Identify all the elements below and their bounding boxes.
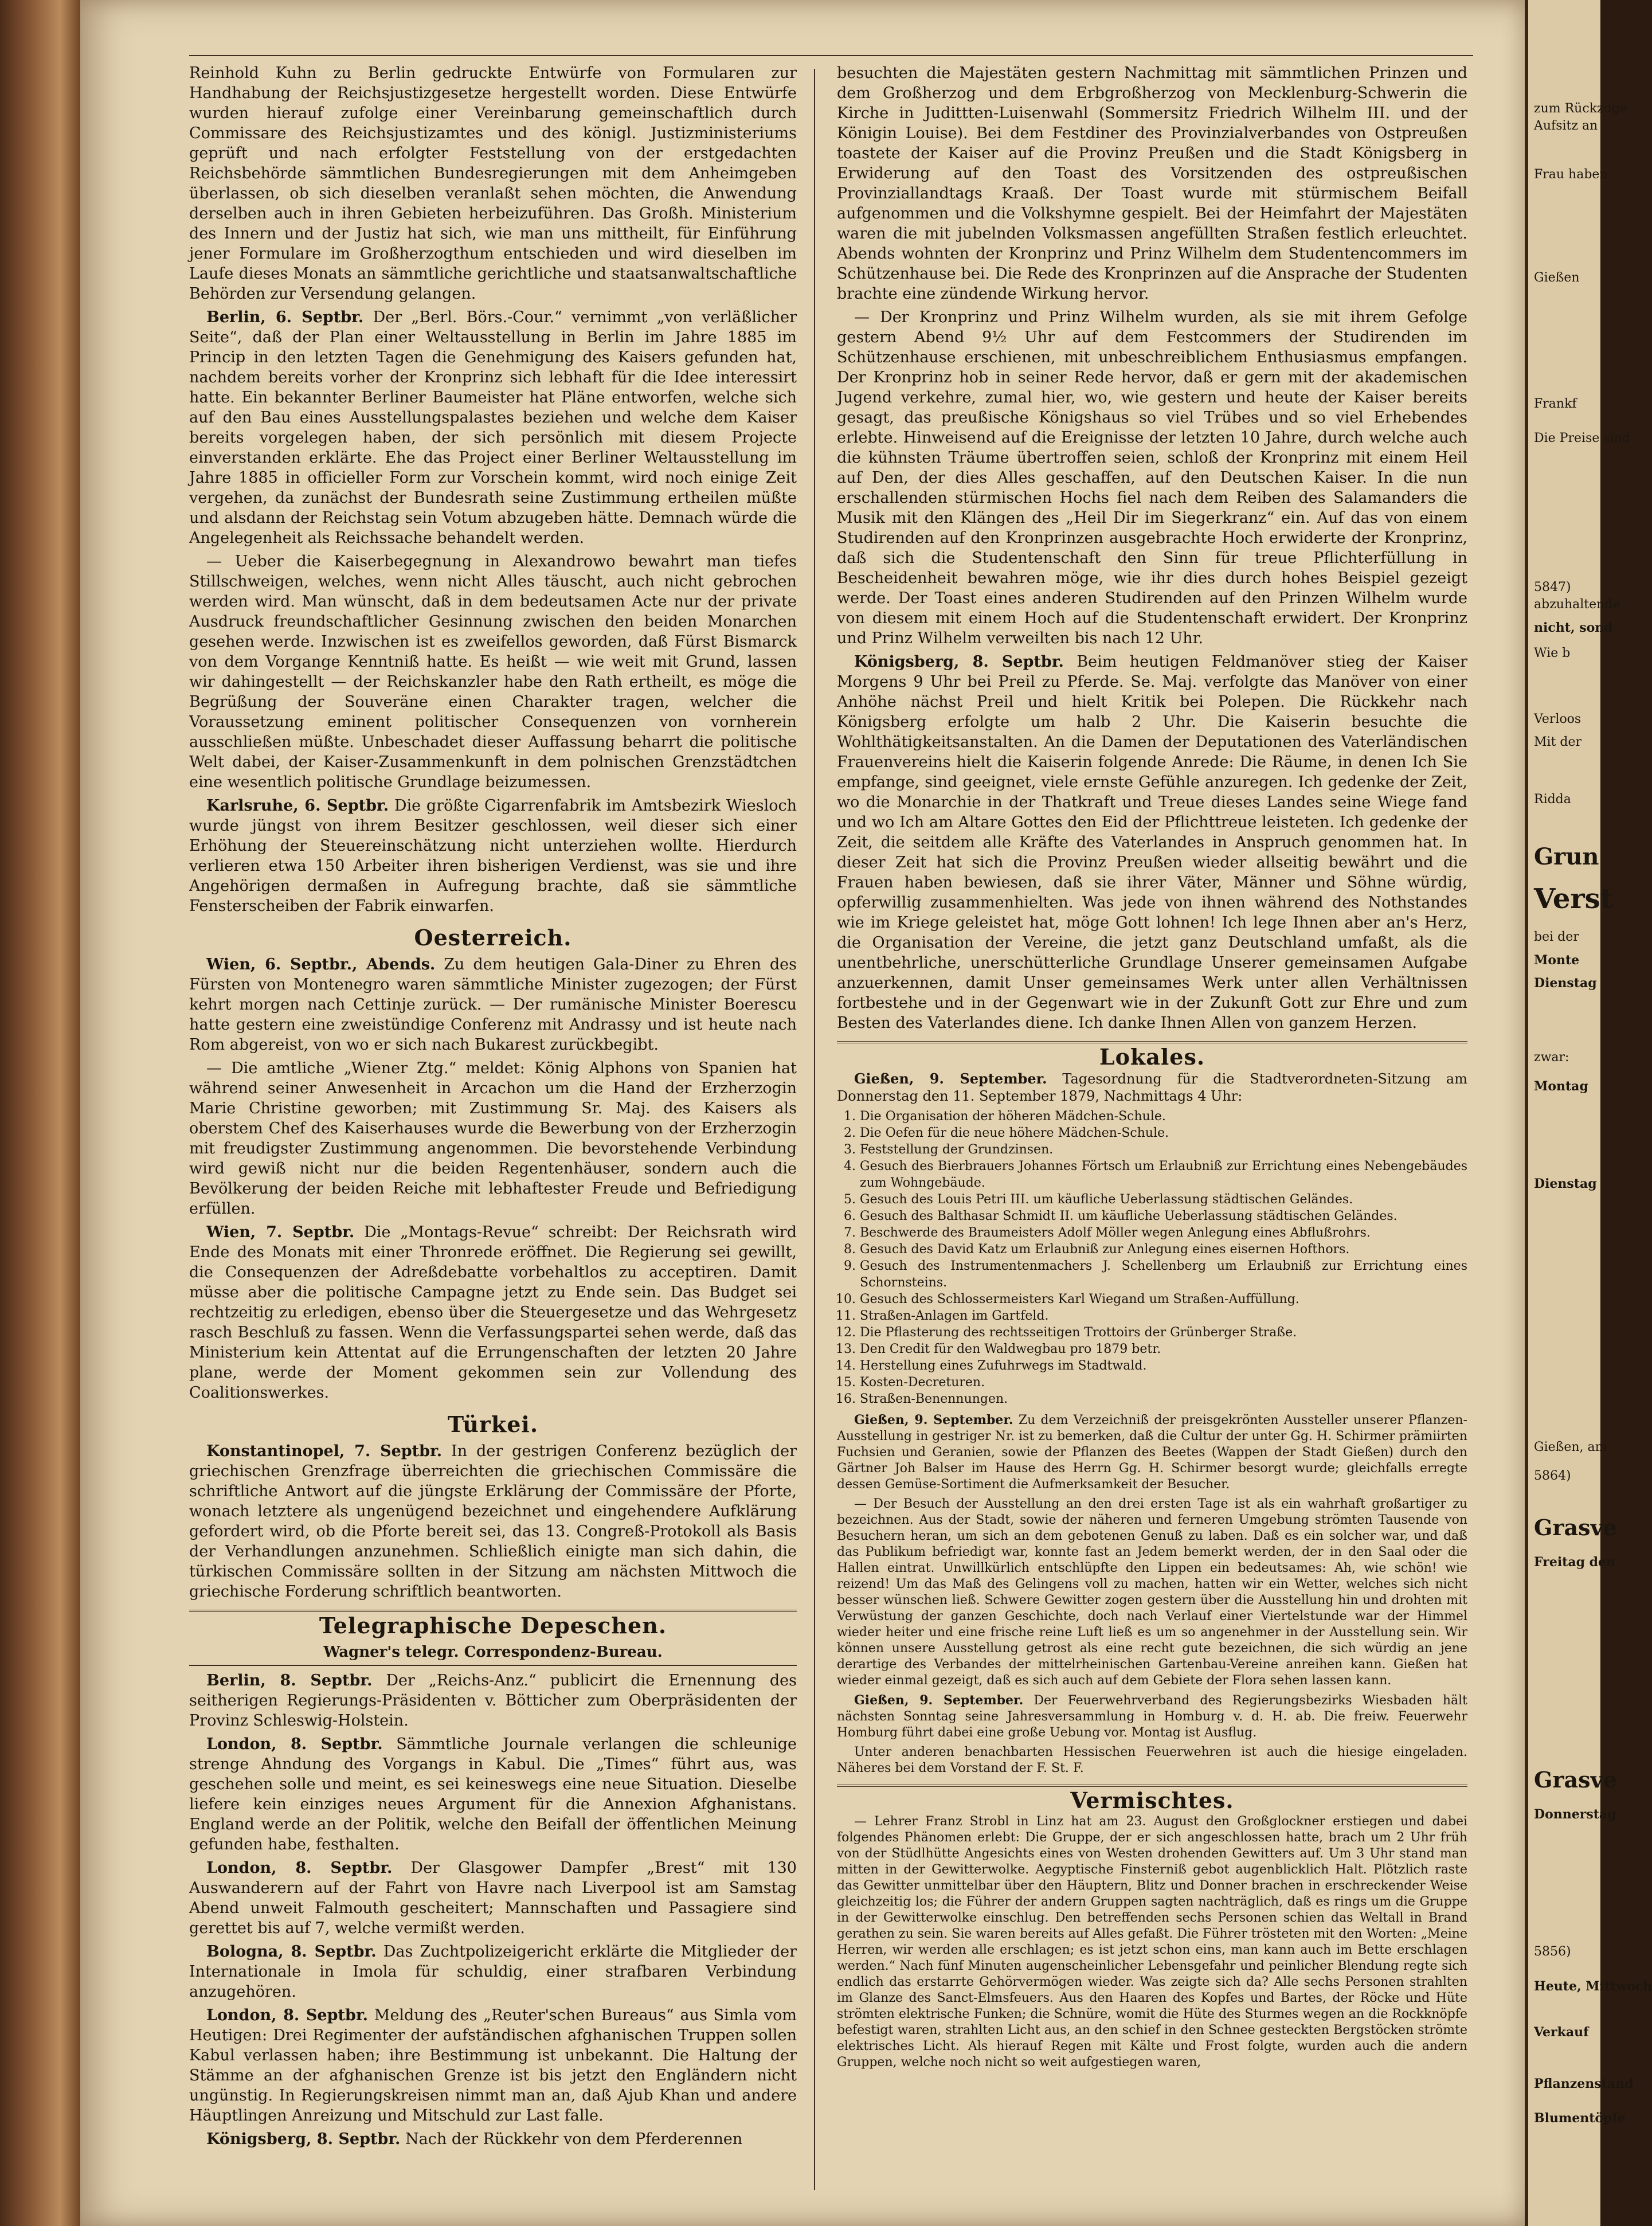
dateline-koenigsberg-2: Königsberg, 8. Septbr. — [854, 653, 1064, 671]
dateline-giessen-1: Gießen, 9. September. — [854, 1070, 1047, 1087]
adjacent-page-edge — [1525, 0, 1652, 2226]
agenda-item: 5. Gesuch des Louis Petri III. um käufliche Ueberlassung städtischen Geländes. — [860, 1191, 1467, 1208]
fragment: nicht, sond — [1534, 620, 1613, 635]
double-rule — [837, 1041, 1467, 1043]
fragment: Die Preise sind — [1534, 431, 1630, 445]
article-london-2: London, 8. Septbr. Der Glasgower Dampfer „Brest“ mit 130 Auswanderern auf der Fahrt von Havre nach Liverpool ist am Samstag Abend unweit Falmouth gescheitert; Mannschaften und Passagiere sind gerettet bis auf 7, welche vermißt werden. — [189, 1859, 797, 1937]
agenda-item: 13. Den Credit für den Waldwegbau pro 1879 betr. — [860, 1341, 1467, 1357]
fragment: Aufsitz an — [1534, 119, 1598, 133]
top-rule — [189, 55, 1473, 56]
agenda-item: 7. Beschwerde des Braumeisters Adolf Möller wegen Anlegung eines Abflußrohrs. — [860, 1225, 1467, 1241]
article-wiener-ztg: — Die amtliche „Wiener Ztg.“ meldet: König Alphons von Spanien hat während seiner Anwesenheit in Arcachon um die Hand der Erzherzogin Marie Christine geworben; mit Zustimmung Sr. Maj. des Kaisers als oberstem Chef des Kaiserhauses wurde die Bewerbung von der Erzherzogin mit freudigster Zustimmung angenommen. Die bevorstehende Verbindung wird gewiß nicht nur die beiden Regentenhäuser, sondern auch die Bevölkerung der beiden Reiche mit lebhaftester Freude und Befriedigung erfüllen. — [189, 1059, 797, 1218]
fragment: Blumentöpfe — [1534, 2111, 1626, 2126]
dateline-karlsruhe: Karlsruhe, 6. Septbr. — [206, 797, 389, 815]
article-ausstellung: — Der Besuch der Ausstellung an den drei ersten Tage ist als ein wahrhaft großartiger zu bezeichnen. Aus der Stadt, sowie der näheren und ferneren Umgebung strömten Tausende von Besuchern heran, um sich an dem gebotenen Genuß zu laben. Daß es ein solcher war, und daß das Publikum befriedigt war, konnte fast an Jedem bemerkt werden, der in den Saal oder die Hallen eintrat. Unwillkürlich entschlüpfte den Lippen ein bedeutsames: Ah, wie schön! wie reizend! Um das Maß des Gelingens voll zu machen, hatten wir ein Wetter, welches sich nicht besser wünschen ließ. Schwere Gewitter zogen gestern über die Ausstellung hin und drohten mit Verwüstung der ganzen Geschichte, doch nach Verlauf einer Viertelstunde war der Himmel wieder heiter und eine frische reine Luft ließ es um so angenehmer in der Ausstellung sein. Wir können unsere Ausstellung getrost als eine recht gute bezeichnen, die sich würdig an jene derartige des Verbandes der mittelrheinischen Gartenbau-Vereine anreihen kann. Gießen hat wieder einmal gezeigt, daß es sich auch auf dem Gebiete der Flora sehen lassen kann. — [837, 1497, 1467, 1688]
dateline-london-1: London, 8. Septbr. — [206, 1735, 383, 1753]
article-karlsruhe: Karlsruhe, 6. Septbr. Die größte Cigarrenfabrik im Amtsbezirk Wiesloch wurde jüngst von ihrem Besitzer geschlossen, weil dieser sich einer Erhöhung der Steuereinschätzung nicht unterziehen wollte. Hierdurch verlieren etwa 150 Arbeiter ihren bisherigen Verdienst, was sie und ihre Angehörigen dermaßen in Aufregung brachte, daß sie sämmtliche Fensterscheiben der Fabrik einwarfen. — [189, 797, 797, 915]
article-tele-berlin: Berlin, 8. Septbr. Der „Reichs-Anz.“ publicirt die Ernennung des seitherigen Regierungs-Präsidenten v. Bötticher zum Oberpräsidenten der Provinz Schleswig-Holstein. — [189, 1672, 797, 1730]
article-koenigsberg-1: Königsberg, 8. Septbr. Nach der Rückkehr von dem Pferderennen — [206, 2130, 743, 2148]
agenda-item: 6. Gesuch des Balthasar Schmidt II. um käufliche Ueberlassung städtischen Geländes. — [860, 1208, 1467, 1225]
dateline-wien-2: Wien, 7. Septbr. — [206, 1223, 355, 1241]
agenda-item: 14. Herstellung eines Zufuhrwegs im Stadtwald. — [860, 1357, 1467, 1374]
article-bologna: Bologna, 8. Septbr. Das Zuchtpolizeigericht erklärte die Mitglieder der Internationale in Imola für schuldig, einer strafbaren Verbindung anzugehören. — [189, 1943, 797, 2001]
fragment: Pflanzenstand — [1534, 2076, 1634, 2091]
dateline-london-2: London, 8. Septbr. — [206, 1859, 393, 1877]
book-spine — [0, 0, 80, 2226]
fragment: Grasve — [1534, 1515, 1617, 1540]
double-rule — [837, 1785, 1467, 1787]
fragment: Montag — [1534, 1079, 1588, 1094]
fragment: Mit der — [1534, 735, 1582, 749]
agenda-item: 1. Die Organisation der höheren Mädchen-Schule. — [860, 1108, 1467, 1125]
agenda-item: 11. Straßen-Anlagen im Gartfeld. — [860, 1308, 1467, 1324]
double-rule — [189, 1610, 797, 1612]
fragment: Dienstag — [1534, 1176, 1597, 1191]
fragment: Grasve — [1534, 1767, 1617, 1793]
article-london-1: London, 8. Septbr. Sämmtliche Journale verlangen die schleunige strenge Ahndung des Vorgangs in Kabul. Die „Times“ führt aus, was geschehen solle und meint, es sei keineswegs eine neue Situation. Dieselbe liefere kein einziges neues Argument für die Annexion Afghanistans. England werde an der Politik, welche den Beifall der öffentlichen Meinung gefunden habe, festhalten. — [189, 1735, 797, 1853]
article-koenigsberg-cont: besuchten die Majestäten gestern Nachmittag mit sämmtlichen Prinzen und dem Großherzog und dem Erbgroßherzog von Mecklenburg-Schwerin die Kirche in Judittten-Luisenwahl (Sommersitz Friedrich Wilhelm III. und der Königin Louise). Bei dem Festdiner des Provinzialverbandes von Ostpreußen toastete der Kaiser auf die Provinz Preußen und die Stadt Königsberg in Erwiderung auf den Toast des Vorsitzenden des ostpreußischen Provinziallandtags Kraaß. Der Toast wurde mit stürmischem Beifall aufgenommen und die Volkshymne gespielt. Bei der Heimfahrt der Majestäten waren die mit jubelnden Volksmassen angefüllten Straßen festlich erleuchtet. Abends wohnten der Kronprinz und Prinz Wilhelm dem Studentencommers im Schützenhause bei. Die Rede des Kronprinzen auf die Ansprache der Studenten brachte eine zündende Wirkung hervor. — [837, 64, 1467, 303]
dateline-tele-berlin: Berlin, 8. Septbr. — [206, 1672, 373, 1689]
agenda-list — [860, 1108, 1467, 1407]
section-title-lokales: Lokales. — [1099, 1044, 1205, 1070]
fragment: Frankf — [1534, 397, 1577, 411]
fragment: 5847) — [1534, 580, 1571, 594]
fragment: abzuhaltende — [1534, 597, 1620, 612]
dateline-konstantinopel: Konstantinopel, 7. Septbr. — [206, 1442, 443, 1460]
fragment: Verst — [1534, 883, 1613, 915]
agenda-item: 4. Gesuch des Bierbrauers Johannes Förtsch um Erlaubniß zur Errichtung eines Nebengebäudes zum Wohngebäude. — [860, 1158, 1467, 1191]
fragment: Wie b — [1534, 646, 1571, 660]
article-giessen-2: Gießen, 9. September. Zu dem Verzeichniß der preisgekrönten Aussteller unserer Pflanzen-Ausstellung in gestriger Nr. ist zu bemerken, daß die Cultur der unter Gg. H. Schirmer prämiirten Fuchsien und Geranien, sowie der Pflanzen des Beetes (Wappen der Stadt Gießen) durch den Gärtner Joh Balser im Hause des Herrn Gg. H. Schirmer besorgt wurde; gleichfalls erregte dessen Gemüse-Sortiment die Aufmerksamkeit der Besucher. — [837, 1413, 1467, 1492]
article-formulare: Reinhold Kuhn zu Berlin gedruckte Entwürfe von Formularen zur Handhabung der Reichsjustizgesetze hergestellt worden. Diese Entwürfe wurden hierauf zufolge einer Vereinbarung gemeinschaftlich durch Commissare des Reichsjustizamtes und des königl. Justizministeriums geprüft und nach erfolgter Feststellung von der erstgedachten Reichsbehörde sämmtlichen Bundesregierungen mit dem Anheimgeben überlassen, ob sich dieselben veranlaßt sehen möchten, die Anwendung derselben auch in ihren Gebieten herbeizuführen. Das Großh. Ministerium des Innern und der Justiz hat sich, wie man uns mittheilt, für Einführung jener Formulare im Großherzogthum entschieden und wird dieselben im Laufe dieses Monats an sämmtliche gerichtliche und staatsanwaltschaftliche Behörden zur Versendung gelangen. — [189, 64, 797, 303]
fragment: Heute, Mittwoch — [1534, 1979, 1652, 1994]
section-title-tuerkei: Türkei. — [447, 1411, 539, 1437]
fragment: Ridda — [1534, 792, 1571, 807]
right-column — [837, 63, 1467, 2074]
agenda-item: 2. Die Oefen für die neue höhere Mädchen-Schule. — [860, 1125, 1467, 1141]
agenda-intro: Gießen, 9. September. Tagesordnung für die Stadtverordneten-Sitzung am Donnerstag den 11. September 1879, Nachmittags 4 Uhr: — [837, 1070, 1467, 1104]
article-koenigsberg-2: Königsberg, 8. Septbr. Beim heutigen Feldmanöver stieg der Kaiser Morgens 9 Uhr bei Preil zu Pferde. Se. Maj. verfolgte das Manöver von einer Anhöhe nächst Preil und hielt Kritik bei Polepen. Die Rückkehr nach Königsberg erfolgte um halb 2 Uhr. Die Kaiserin besuchte die Wohlthätigkeitsanstalten. An die Damen der Deputationen des Vaterländischen Frauenvereins hielt die Kaiserin folgende Anrede: Die Räume, in denen Ich Sie empfange, sind geeignet, viele ernste Gefühle anzuregen. Ich gedenke der Zeit, wo die Monarchie in der Thatkraft und Treue dieses Landes seine Wiege fand und wo Ich am Altare Gottes den Eid der Pflichttreue leisteten. Ich gedenke der Zeit, die seitdem alle Kräfte des Vaterlandes in Anspruch genommen hat. In dieser Zeit hat sich die Provinz Preußen wieder allseitig bewährt und die Frauen haben bewiesen, daß sie ihrer Väter, Männer und Söhne würdig, opferwillig zusammenhielten. Was jede von ihnen während des Nothstandes wie im Kriege geleistet hat, möge Gott lohnen! Ich lege Ihnen aber an's Herz, die Organisation der Vereine, die jetzt ganz Deutschland umfaßt, als die unentbehrliche, unerschütterliche Grundlage Unserer gemeinsamen Aufgabe anzuerkennen, damit Unser gemeinsames Werk unter allen Verhältnissen fortbestehe und in der Gegenwart wie in der Zukunft Gott zur Ehre und zum Besten des Vaterlandes diene. Ich danke Ihnen Allen von ganzem Herzen. — [837, 653, 1468, 1032]
column-divider — [814, 69, 815, 2190]
fragment: 5864) — [1534, 1469, 1571, 1483]
dateline-koenigsberg-1: Königsberg, 8. Septbr. — [206, 2130, 401, 2148]
dateline-giessen-3: Gießen, 9. September. — [854, 1693, 1024, 1708]
section-title-vermischtes: Vermischtes. — [1070, 1787, 1234, 1813]
fragment: Freitag den — [1534, 1555, 1616, 1570]
fragment: Donnerstag — [1534, 1807, 1616, 1822]
fragment: Monte — [1534, 953, 1580, 968]
dateline-giessen-2: Gießen, 9. September. — [854, 1413, 1013, 1427]
agenda-item: 15. Kosten-Decreturen. — [860, 1374, 1467, 1391]
section-title-telegraphische-depeschen: Telegraphische Depeschen. — [319, 1613, 667, 1638]
fragment: Grun — [1534, 843, 1599, 870]
article-berlin: Berlin, 6. Septbr. Der „Berl. Börs.-Cour.“ vernimmt „von verläßlicher Seite“, daß der Plan einer Weltausstellung in Berlin im Jahre 1885 im Princip in den letzten Tagen die Genehmigung des Kaisers gefunden hat, nachdem bereits vorher der Kronprinz sich lebhaft für die Idee interessirt hatte. Ein bekannter Berliner Baumeister hat Pläne entworfen, welche sich auf den Bau eines Ausstellungspalastes beziehen und welche dem Kaiser bereits vorgelegen haben, der sich persönlich mit diesem Projecte einverstanden erklärte. Ehe das Project einer Berliner Weltausstellung im Jahre 1885 in officieller Form zur Vorschein kommt, wird noch einige Zeit vergehen, da zunächst der Bundesrath seine Zustimmung ertheilen müßte und alsdann der Reichstag sein Votum abzugeben hätte. Demnach würde die Angelegenheit als Reichssache behandelt werden. — [189, 308, 797, 547]
wire-service-label: Wagner's telegr. Correspondenz-Bureau. — [189, 1642, 797, 1666]
fragment: Gießen — [1534, 271, 1580, 285]
agenda-item: 10. Gesuch des Schlossermeisters Karl Wiegand um Straßen-Auffüllung. — [860, 1291, 1467, 1308]
fragment: Gießen, am — [1534, 1440, 1607, 1454]
fragment: Verkauf — [1534, 2025, 1589, 2040]
fragment: zum Rückzuge — [1534, 101, 1627, 116]
fragment: zwar: — [1534, 1050, 1569, 1065]
dateline-bologna: Bologna, 8. Septbr. — [206, 1943, 377, 1961]
article-konstantinopel: Konstantinopel, 7. Septbr. In der gestrigen Conferenz bezüglich der griechischen Grenzfrage überreichten die griechischen Commissäre die schriftliche Antwort auf die jüngste Erklärung der Commissäre der Pforte, wonach letztere als ungenügend bezeichnet und eingehendere Aufklärung gefordert wird, ob die Pforte bereit sei, das 13. Congreß-Protokoll als Basis der Verhandlungen anzunehmen. Schließlich einigte man sich dahin, die türkischen Commissäre sollten in der Sitzung am nächsten Mittwoch die griechische Forderung schriftlich beantworten. — [189, 1442, 797, 1601]
article-grossglockner: — Lehrer Franz Strobl in Linz hat am 23. August den Großglockner erstiegen und dabei folgendes Phänomen erlebt: Die Gruppe, der er sich angeschlossen hatte, brach um 2 Uhr früh von der Stüdlhütte Angesichts eines von Westen drohenden Gewitters auf. Um 3 Uhr stand man mitten in der Gewitterwolke. Aegyptische Finsterniß gebot augenblicklich Halt. Plötzlich raste das Gewitter unmittelbar über den Häuptern, Blitz und Donner brachen in erschreckender Weise gleichzeitig los; die Führer der andern Gruppen sagten nachträglich, daß es rings um die Gruppe in der Gewitterwolke einschlug. Den betreffenden sechs Personen schien das Weltall in Brand gerathen zu sein. Sie waren bereits auf Alles gefaßt. Die Führer trösteten mit den Worten: „Meine Herren, wir werden alle erschlagen; es ist jetzt schon eins, man kann auch im Bette erschlagen werden.“ Nach fünf Minuten augenscheinlicher Lebensgefahr und peinlicher Blendung regte sich endlich das erstarrte Gehörvermögen wieder. Was zeigte sich da? Alle sechs Personen strahlten im Glanze des Sanct-Elmsfeuers. Aus den Haaren des Kopfes und Bartes, der Röcke und Hüte strömten elektrische Funken; die Schnüre, womit die Hüte des Sturmes wegen an die Rockknöpfe befestigt waren, strahlten Licht aus, an den schief in den Schnee gesteckten Bergstöcken strömte elektrisches Licht. Als hierauf Regen mit Kälte und Frost folgte, wurden auch die andern Gruppen, welche noch nicht so weit aufgestiegen waren, — [837, 1814, 1467, 2069]
article-wien-2: Wien, 7. Septbr. Die „Montags-Revue“ schreibt: Der Reichsrath wird Ende des Monats mit einer Thronrede eröffnet. Die Regierung sei gewillt, die Consequenzen der Adreßdebatte vorbehaltlos zu acceptiren. Damit müsse aber die politische Campagne jetzt zu Ende sein. Das Budget sei rechtzeitig zu erledigen, ebenso über die Steuergesetze und das Wehrgesetz rasch Beschluß zu fassen. Wenn die Verfassungspartei sehen werde, daß das Ministerium kein Attentat auf die Errungenschaften der letzten 20 Jahre plane, werde der Moment gekommen sein zur Vollendung des Coalitionswerkes. — [189, 1223, 797, 1402]
fragment: bei der — [1534, 930, 1579, 944]
fragment: 5856) — [1534, 1945, 1571, 1959]
article-london-3: London, 8. Septbr. Meldung des „Reuter'schen Bureaus“ aus Simla vom Heutigen: Drei Regimenter der aufständischen afghanischen Truppen sollen Kabul verlassen haben; ihre Bestimmung ist unbekannt. Die Haltung der Stämme an der afghanischen Grenze ist bis jetzt den Engländern nicht ungünstig. In Regierungskreisen nimmt man an, daß Ajub Khan und andere Häuptlingen Anreizung und Mitschuld zur Last falle. — [189, 2006, 797, 2125]
agenda-item: 3. Feststellung der Grundzinsen. — [860, 1141, 1467, 1158]
article-kronprinz: — Der Kronprinz und Prinz Wilhelm wurden, als sie mit ihrem Gefolge gestern Abend 9½ Uhr auf dem Festcommers der Studirenden im Schützenhause erschienen, mit unbeschreiblichem Enthusiasmus empfangen. Der Kronprinz hob in seiner Rede hervor, daß er gern mit der akademischen Jugend verkehre, zumal hier, wo, wie gestern und heute der Kaiser bereits gesagt, das preußische Königshaus so viel Trübes und so viel Erhebendes erlebte. Hinweisend auf die Ereignisse der letzten 10 Jahre, durch welche auch die kühnsten Träume übertroffen seien, schloß der Kronprinz mit einem Heil auf Den, der dies Alles geschaffen, auf den Deutschen Kaiser. In die nun erschallenden stürmischen Hochs fiel nach dem Reiben des Salamanders die Musik mit den Klängen des „Heil Dir im Siegerkranz“ ein. Auf das von einem Studirenden auf den Kronprinzen ausgebrachte Hoch erwiderte der Kronprinz, daß sich die Studentenschaft den Sinn für treue Pflichterfüllung in Bescheidenheit bewahren möge, wie ihr dies durch hohes Beispiel gezeigt werde. Der Toast eines anderen Studirenden auf den Prinzen Wilhelm wurde von diesem mit einem Hoch auf die Studentenschaft erwidert. Der Kronprinz und Prinz Wilhelm verweilten bis nach 12 Uhr. — [837, 308, 1467, 647]
section-title-oesterreich: Oesterreich. — [414, 925, 572, 950]
left-column — [189, 63, 797, 2153]
article-kaiserbegegnung: — Ueber die Kaiserbegegnung in Alexandrowo bewahrt man tiefes Stillschweigen, welches, wenn nicht Alles täuscht, auch nicht gebrochen werden wird. Man wünscht, daß in dem bedeutsamen Acte nur der private Ausdruck freundschaftlicher Gesinnung zwischen den beiden Monarchen gesehen werde. Inzwischen ist es zweifellos geworden, daß Fürst Bismarck von dem Vorgange Kenntniß hatte. Es heißt — wie weit mit Grund, lassen wir dahingestellt — der Reichskanzler habe den Rath ertheilt, es möge die Begrüßung der Souveräne einen Charakter tragen, welcher die Voraussetzung eminent politischer Consequenzen von vornherein ausschließen müßte. Unbeschadet dieser Auffassung beharrt die politische Welt dabei, der Kaiser-Zusammenkunft in dem polnischen Grenzstädtchen eine wesentlich politische Grundlage beizumessen. — [189, 553, 797, 791]
agenda-item: 9. Gesuch des Instrumentenmachers J. Schellenberg um Erlaubniß zur Errichtung eines Schornsteins. — [860, 1258, 1467, 1291]
fragment: Frau haben — [1534, 167, 1608, 182]
fragment: Verloos — [1534, 712, 1581, 726]
agenda-item: 12. Die Pflasterung des rechtsseitigen Trottoirs der Grünberger Straße. — [860, 1324, 1467, 1341]
article-giessen-3: Gießen, 9. September. Der Feuerwehrverband des Regierungsbezirks Wiesbaden hält nächsten Sonntag seine Jahresversammlung in Homburg v. d. H. ab. Die freiw. Feuerwehr Homburg führt dabei eine große Uebung vor. Montag ist Ausflug. — [837, 1693, 1468, 1740]
agenda-item: 8. Gesuch des David Katz um Erlaubniß zur Anlegung eines eisernen Hofthors. — [860, 1241, 1467, 1258]
article-wien-1: Wien, 6. Septbr., Abends. Zu dem heutigen Gala-Diner zu Ehren des Fürsten von Montenegro waren sämmtliche Minister zugezogen; der Fürst kehrt morgen nach Cettinje zurück. — Der rumänische Minister Boerescu hatte gestern eine zweistündige Conferenz mit Andrassy und ist heute nach Rom abgereist, von wo er sich nach Bukarest zurückbegibt. — [189, 956, 797, 1054]
fragment: Dienstag — [1534, 976, 1597, 991]
agenda-item: 16. Straßen-Benennungen. — [860, 1391, 1467, 1407]
dateline-berlin: Berlin, 6. Septbr. — [206, 308, 364, 326]
article-feuerwehr: Unter anderen benachbarten Hessischen Feuerwehren ist auch die hiesige eingeladen. Näheres bei dem Vorstand der F. St. F. — [837, 1745, 1467, 1775]
dateline-wien-1: Wien, 6. Septbr., Abends. — [206, 956, 436, 973]
dateline-london-3: London, 8. Septbr. — [206, 2006, 368, 2024]
